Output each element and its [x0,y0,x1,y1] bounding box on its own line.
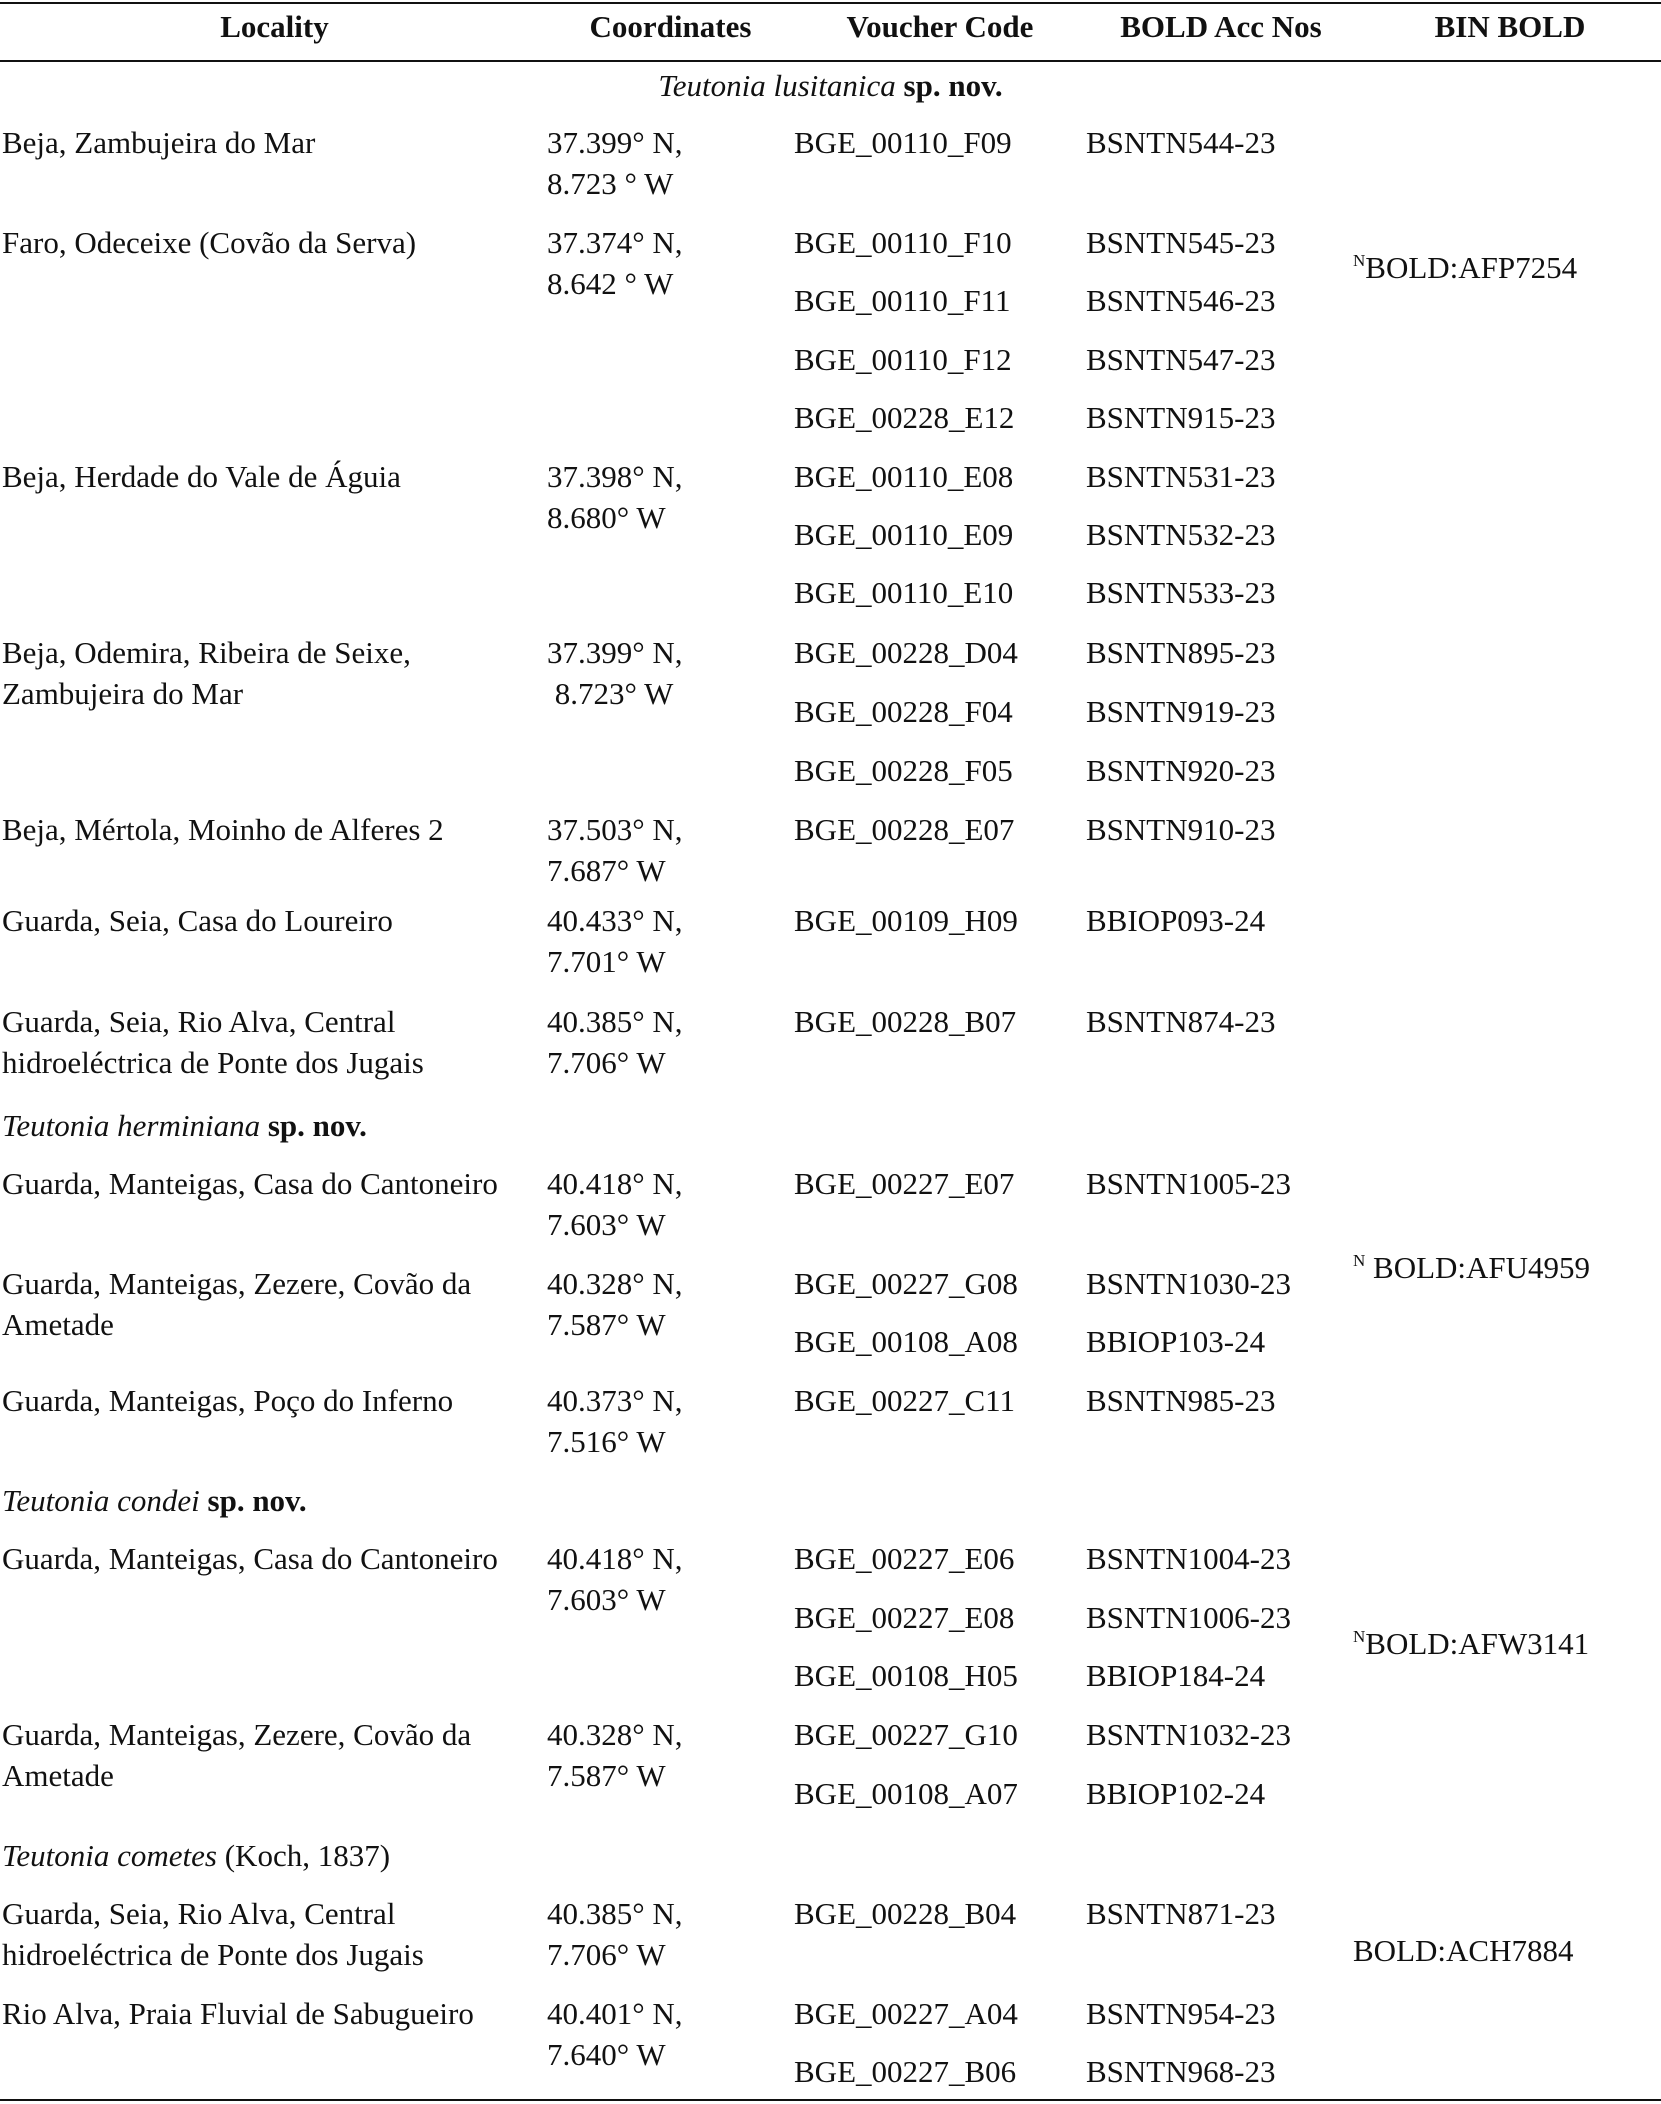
coordinate-text: 40.385° N, [547,1004,683,1039]
bold-acc-no: BSNTN985-23 [1086,1383,1276,1418]
locality-text: Guarda, Seia, Rio Alva, Central [2,1004,396,1039]
voucher-code: BGE_00227_C11 [794,1383,1016,1418]
voucher-code: BGE_00110_F12 [794,342,1012,377]
voucher-code: BGE_00228_F05 [794,753,1013,788]
voucher-code: BGE_00227_E07 [794,1166,1015,1201]
bin-code: BOLD:AFW3141 [1365,1626,1590,1661]
locality-text: Rio Alva, Praia Fluvial de Sabugueiro [2,1996,474,2031]
header-coordinates: Coordinates [589,9,752,44]
bin-code: BOLD:ACH7884 [1353,1933,1574,1968]
bin-bold-code [1353,247,1577,288]
voucher-code: BGE_00110_E09 [794,517,1014,552]
coordinate-text: 7.706° W [547,1937,666,1972]
species-heading [2,1835,390,1876]
bold-acc-no: BSNTN871-23 [1086,1896,1276,1931]
coordinate-text: 37.398° N, [547,459,683,494]
bold-acc-no: BSNTN920-23 [1086,753,1276,788]
voucher-code: BGE_00227_E06 [794,1541,1015,1576]
bin-bold-code [1353,1247,1590,1288]
coordinate-text: 40.328° N, [547,1266,683,1301]
coordinate-text: 40.328° N, [547,1717,683,1752]
header-voucher-code: Voucher Code [846,9,1034,44]
coordinate-text: 7.587° W [547,1758,666,1793]
voucher-code: BGE_00108_A07 [794,1776,1018,1811]
voucher-code: BGE_00110_E08 [794,459,1014,494]
voucher-code: BGE_00108_A08 [794,1324,1018,1359]
bold-acc-no: BSNTN1030-23 [1086,1266,1291,1301]
bold-acc-no: BBIOP184-24 [1086,1658,1266,1693]
coordinate-text: 40.385° N, [547,1896,683,1931]
table-bottom-rule [0,2099,1661,2101]
voucher-code: BGE_00110_F11 [794,283,1011,318]
header-bin-bold: BIN BOLD [1434,9,1586,44]
voucher-code: BGE_00228_B07 [794,1004,1017,1039]
bold-acc-no: BSNTN968-23 [1086,2054,1276,2089]
locality-text: Guarda, Manteigas, Poço do Inferno [2,1383,454,1418]
species-heading [0,65,1661,106]
bold-acc-no: BSNTN1032-23 [1086,1717,1291,1752]
locality-text: Zambujeira do Mar [2,676,244,711]
bin-novel-marker: N [1353,1627,1366,1646]
header-rule [0,60,1661,62]
voucher-code: BGE_00228_B04 [794,1896,1017,1931]
bold-acc-no: BSNTN1006-23 [1086,1600,1291,1635]
bold-acc-no: BSNTN547-23 [1086,342,1276,377]
voucher-code: BGE_00227_B06 [794,2054,1017,2089]
coordinate-text: 37.374° N, [547,225,683,260]
voucher-code: BGE_00228_D04 [794,635,1018,670]
locality-text: Guarda, Manteigas, Zezere, Covão da [2,1266,472,1301]
coordinate-text: 7.516° W [547,1424,666,1459]
species-heading [2,1105,367,1146]
bold-acc-no: BSNTN532-23 [1086,517,1276,552]
coordinate-text: 7.706° W [547,1045,666,1080]
species-name: Teutonia cometes [2,1838,217,1873]
header-bold-acc-nos: BOLD Acc Nos [1120,9,1322,44]
locality-text: Guarda, Manteigas, Casa do Cantoneiro [2,1166,498,1201]
bin-bold-code [1353,1930,1573,1971]
bin-novel-marker: N [1353,1251,1366,1270]
bold-acc-no: BSNTN919-23 [1086,694,1276,729]
coordinate-text: 7.603° W [547,1582,666,1617]
locality-text: Guarda, Manteigas, Zezere, Covão da [2,1717,472,1752]
bold-acc-no: BSNTN531-23 [1086,459,1276,494]
coordinate-text: 7.687° W [547,853,666,888]
coordinate-text: 37.399° N, [547,635,683,670]
locality-text: Beja, Mértola, Moinho de Alferes 2 [2,812,444,847]
voucher-code: BGE_00110_F10 [794,225,1012,260]
voucher-code: BGE_00228_F04 [794,694,1013,729]
species-name: Teutonia herminiana [2,1108,261,1143]
coordinate-text: 40.418° N, [547,1166,683,1201]
voucher-code: BGE_00228_E12 [794,400,1015,435]
coordinate-text: 7.640° W [547,2037,666,2072]
voucher-code: BGE_00227_G10 [794,1717,1018,1752]
locality-text: Ametade [2,1758,114,1793]
coordinate-text: 37.399° N, [547,125,683,160]
coordinate-text: 8.723° W [547,676,674,711]
voucher-code: BGE_00227_G08 [794,1266,1018,1301]
coordinate-text: 40.418° N, [547,1541,683,1576]
locality-text: Ametade [2,1307,114,1342]
voucher-code: BGE_00110_E10 [794,575,1014,610]
bold-acc-no: BSNTN910-23 [1086,812,1276,847]
voucher-code: BGE_00108_H05 [794,1658,1018,1693]
species-suffix: (Koch, 1837) [216,1838,391,1873]
locality-text: hidroeléctrica de Ponte dos Jugais [2,1045,424,1080]
coordinate-text: 40.401° N, [547,1996,683,2031]
locality-text: Guarda, Seia, Rio Alva, Central [2,1896,396,1931]
coordinate-text: 7.587° W [547,1307,666,1342]
species-heading [2,1480,307,1521]
bold-acc-no: BSNTN544-23 [1086,125,1276,160]
bold-acc-no: BSNTN533-23 [1086,575,1276,610]
bold-acc-no: BSNTN895-23 [1086,635,1276,670]
voucher-code: BGE_00228_E07 [794,812,1015,847]
bold-acc-no: BBIOP093-24 [1086,903,1266,938]
bin-bold-code [1353,1623,1589,1664]
species-name: Teutonia condei [2,1483,200,1518]
voucher-code: BGE_00109_H09 [794,903,1018,938]
bold-acc-no: BBIOP102-24 [1086,1776,1266,1811]
coordinate-text: 40.373° N, [547,1383,683,1418]
bin-code: BOLD:AFU4959 [1365,1250,1591,1285]
locality-text: Guarda, Seia, Casa do Loureiro [2,903,393,938]
bold-acc-no: BBIOP103-24 [1086,1324,1266,1359]
bold-acc-no: BSNTN546-23 [1086,283,1276,318]
bold-acc-no: BSNTN874-23 [1086,1004,1276,1039]
locality-text: Beja, Odemira, Ribeira de Seixe, [2,635,411,670]
coordinate-text: 7.701° W [547,944,666,979]
bin-code: BOLD:AFP7254 [1365,250,1578,285]
locality-text: Beja, Herdade do Vale de Águia [2,459,401,494]
bold-acc-no: BSNTN1005-23 [1086,1166,1291,1201]
species-suffix: sp. nov. [895,68,1003,103]
voucher-code: BGE_00227_E08 [794,1600,1015,1635]
locality-text: Beja, Zambujeira do Mar [2,125,316,160]
voucher-code: BGE_00110_F09 [794,125,1012,160]
coordinate-text: 7.603° W [547,1207,666,1242]
locality-text: hidroeléctrica de Ponte dos Jugais [2,1937,424,1972]
bold-acc-no: BSNTN954-23 [1086,1996,1276,2031]
species-suffix: sp. nov. [199,1483,307,1518]
coordinate-text: 8.680° W [547,500,666,535]
species-suffix: sp. nov. [260,1108,367,1143]
locality-text: Guarda, Manteigas, Casa do Cantoneiro [2,1541,498,1576]
coordinate-text: 8.723 ° W [547,166,674,201]
bin-novel-marker: N [1353,251,1366,270]
bold-acc-no: BSNTN915-23 [1086,400,1276,435]
coordinate-text: 40.433° N, [547,903,683,938]
voucher-code: BGE_00227_A04 [794,1996,1018,2031]
locality-text: Faro, Odeceixe (Covão da Serva) [2,225,417,260]
species-name: Teutonia lusitanica [658,68,896,103]
bold-acc-no: BSNTN545-23 [1086,225,1276,260]
bold-acc-no: BSNTN1004-23 [1086,1541,1291,1576]
header-locality: Locality [220,9,329,44]
coordinate-text: 8.642 ° W [547,266,674,301]
coordinate-text: 37.503° N, [547,812,683,847]
